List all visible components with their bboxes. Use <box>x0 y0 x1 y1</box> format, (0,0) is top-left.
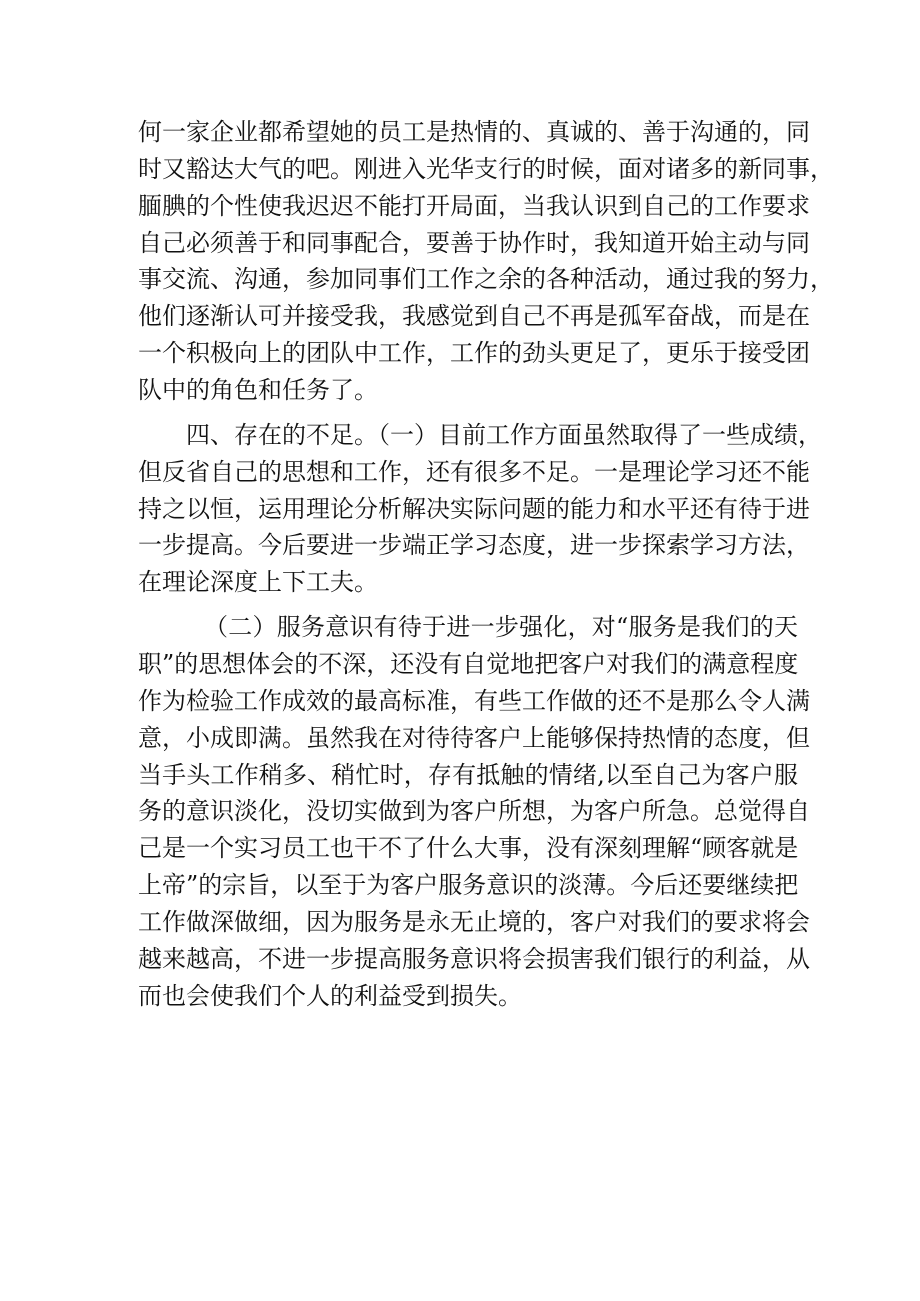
text-line: 己是一个实习员工也干不了什么大事，没有深刻理解“顾客就是 <box>138 834 799 863</box>
paragraph-spacer <box>138 409 798 417</box>
text-line: 队中的角色和任务了。 <box>138 376 378 405</box>
text-line: 事交流、沟通，参加同事们工作之余的各种活动，通过我的努力， <box>138 265 834 294</box>
text-line: 作为检验工作成效的最高标准，有些工作做的还不是那么令人满 <box>138 686 810 715</box>
section-heading-line: 四、存在的不足。（一）目前工作方面虽然取得了一些成绩， <box>186 420 822 449</box>
document-body <box>138 114 834 1015</box>
text-line: 时又豁达大气的吧。刚进入光华支行的时候，面对诸多的新同事， <box>138 154 834 183</box>
text-line: 腼腆的个性使我迟迟不能打开局面，当我认识到自己的工作要求 <box>138 191 810 220</box>
text-line: 自己必须善于和同事配合，要善于协作时，我知道开始主动与同 <box>138 228 810 257</box>
paragraph-service-awareness <box>138 609 810 1014</box>
text-line: 职”的思想体会的不深，还没有自觉地把客户对我们的满意程度 <box>138 650 799 679</box>
text-line: （二）服务意识有待于进一步强化，对“服务是我们的天 <box>204 613 798 642</box>
text-line: 持之以恒，运用理论分析解决实际问题的能力和水平还有待于进 <box>138 494 810 523</box>
text-line: 一个积极向上的团队中工作，工作的劲头更足了，更乐于接受团 <box>138 339 810 368</box>
text-line: 而也会使我们个人的利益受到损失。 <box>138 981 522 1010</box>
paragraph-spacer <box>138 601 798 609</box>
paragraph-shortcomings <box>138 417 822 601</box>
text-line: 上帝”的宗旨，以至于为客户服务意识的淡薄。今后还要继续把 <box>138 871 799 900</box>
text-line: 当手头工作稍多、稍忙时，存有抵触的情绪,以至自己为客户服 <box>138 760 798 789</box>
text-line: 工作做深做细，因为服务是永无止境的，客户对我们的要求将会 <box>138 908 810 937</box>
text-line: 务的意识淡化，没切实做到为客户所想，为客户所急。总觉得自 <box>138 797 810 826</box>
text-line: 何一家企业都希望她的员工是热情的、真诚的、善于沟通的，同 <box>138 118 810 146</box>
text-line: 越来越高，不进一步提高服务意识将会损害我们银行的利益，从 <box>138 944 810 973</box>
text-line: 一步提高。今后要进一步端正学习态度，进一步探索学习方法， <box>138 531 810 560</box>
text-line: 在理论深度上下工夫。 <box>138 568 378 597</box>
paragraph-teamwork <box>138 114 834 409</box>
text-line: 他们逐渐认可并接受我，我感觉到自己不再是孤军奋战，而是在 <box>138 302 810 331</box>
text-line: 但反省自己的思想和工作，还有很多不足。一是理论学习还不能 <box>138 457 810 486</box>
text-line: 意，小成即满。虽然我在对待待客户上能够保持热情的态度，但 <box>138 723 810 752</box>
